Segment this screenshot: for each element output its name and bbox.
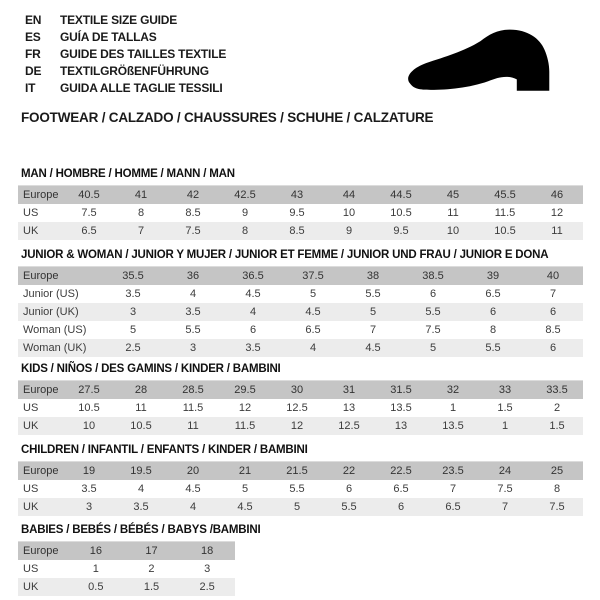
size-cell: 13 (342, 402, 356, 414)
size-cell: 5 (369, 306, 377, 318)
size-cell: 6 (549, 306, 557, 318)
size-row (18, 285, 583, 303)
row-label: US (23, 483, 39, 495)
size-cell: 10.5 (130, 420, 152, 432)
size-cell: 29.5 (234, 384, 256, 396)
size-cell: 11 (187, 420, 199, 432)
size-cell: 38 (366, 270, 380, 282)
section-junior-woman (18, 249, 583, 357)
size-cell: 6.5 (305, 324, 321, 336)
section-children (18, 444, 583, 516)
language-row (25, 46, 226, 63)
size-cell: 46 (550, 189, 564, 201)
size-cell: 1 (92, 563, 99, 575)
size-cell: 6.5 (445, 501, 461, 513)
section-babies (18, 524, 260, 596)
size-cell: 5 (129, 324, 137, 336)
size-cell: 4 (189, 501, 197, 513)
size-cell: 8 (137, 207, 145, 219)
section-title: KIDS / NIÑOS / DES GAMINS / KINDER / BAMBINI (21, 363, 281, 375)
size-row (18, 303, 583, 321)
size-cell: 39 (486, 270, 500, 282)
size-cell: 3.5 (133, 501, 149, 513)
size-cell: 8 (553, 483, 561, 495)
size-cell: 9.5 (393, 225, 409, 237)
size-row (18, 542, 235, 561)
size-row (18, 204, 583, 222)
row-label: US (23, 207, 39, 219)
row-label: Europe (23, 189, 59, 201)
size-cell: 21 (238, 465, 252, 477)
size-cell: 18 (201, 545, 214, 557)
language-row (25, 80, 226, 97)
size-cell: 6 (397, 501, 405, 513)
size-cell: 20 (186, 465, 200, 477)
size-row (18, 381, 583, 400)
row-label: Woman (US) (23, 324, 87, 336)
size-cell: 7 (501, 501, 509, 513)
size-cell: 4.5 (305, 306, 321, 318)
language-label: TEXTILGRÖßENFÜHRUNG (60, 64, 209, 78)
size-cell: 44 (342, 189, 356, 201)
size-cell: 6 (429, 288, 437, 300)
size-cell: 8 (241, 225, 249, 237)
size-cell: 25 (550, 465, 564, 477)
size-cell: 11 (135, 402, 147, 414)
size-cell: 37.5 (302, 270, 324, 282)
size-cell: 11.5 (182, 402, 204, 414)
size-cell: 4.5 (237, 501, 253, 513)
size-cell: 4 (189, 288, 197, 300)
size-cell: 3 (85, 501, 93, 513)
size-cell: 5 (241, 483, 249, 495)
size-row (18, 339, 583, 357)
row-label: Junior (US) (23, 288, 79, 300)
size-cell: 1.5 (549, 420, 565, 432)
size-cell: 3.5 (245, 342, 261, 354)
size-cell: 45 (446, 189, 460, 201)
size-cell: 30 (290, 384, 304, 396)
size-row (18, 186, 583, 205)
size-table-junior-woman (18, 266, 583, 357)
size-row (18, 321, 583, 339)
row-label: UK (23, 581, 39, 593)
size-cell: 4.5 (185, 483, 201, 495)
size-cell: 16 (89, 545, 102, 557)
size-cell: 19.5 (130, 465, 152, 477)
size-cell: 4 (309, 342, 317, 354)
size-cell: 19 (82, 465, 96, 477)
size-cell: 43 (290, 189, 304, 201)
size-cell: 7 (549, 288, 557, 300)
size-cell: 5.5 (485, 342, 501, 354)
size-cell: 2 (148, 563, 155, 575)
size-cell: 27.5 (78, 384, 100, 396)
size-cell: 45.5 (494, 189, 516, 201)
size-row (18, 267, 583, 286)
size-cell: 1 (501, 420, 509, 432)
row-label: Europe (23, 270, 59, 282)
row-label: Junior (UK) (23, 306, 79, 318)
size-cell: 7 (369, 324, 377, 336)
size-cell: 12.5 (338, 420, 360, 432)
size-cell: 42 (186, 189, 200, 201)
size-row (18, 222, 583, 240)
size-cell: 32 (446, 384, 460, 396)
size-cell: 2 (553, 402, 561, 414)
section-title: MAN / HOMBRE / HOMME / MANN / MAN (21, 168, 235, 180)
size-cell: 10.5 (494, 225, 516, 237)
language-code: EN (25, 13, 42, 27)
size-cell: 7 (449, 483, 457, 495)
size-cell: 4.5 (245, 288, 261, 300)
size-cell: 10.5 (390, 207, 412, 219)
size-cell: 0.5 (88, 581, 104, 593)
size-cell: 31 (342, 384, 356, 396)
size-cell: 21.5 (286, 465, 308, 477)
row-label: US (23, 563, 39, 575)
size-row (18, 498, 583, 516)
size-cell: 3.5 (185, 306, 201, 318)
size-cell: 10 (446, 225, 460, 237)
language-label: TEXTILE SIZE GUIDE (60, 13, 178, 27)
size-cell: 3 (189, 342, 197, 354)
size-cell: 11 (447, 207, 459, 219)
size-cell: 11.5 (234, 420, 256, 432)
row-label: UK (23, 225, 39, 237)
language-label: GUÍA DE TALLAS (60, 30, 157, 44)
row-label: Europe (23, 384, 59, 396)
size-cell: 7.5 (497, 483, 513, 495)
size-row (18, 462, 583, 481)
language-code: FR (25, 47, 41, 61)
size-cell: 5 (309, 288, 317, 300)
category-heading: FOOTWEAR / CALZADO / CHAUSSURES / SCHUHE / CALZATURE (21, 110, 434, 125)
size-cell: 8.5 (185, 207, 201, 219)
size-cell: 2.5 (125, 342, 141, 354)
size-cell: 38.5 (422, 270, 444, 282)
row-label: Europe (23, 545, 59, 557)
size-cell: 2.5 (199, 581, 215, 593)
size-cell: 44.5 (390, 189, 412, 201)
size-cell: 17 (145, 545, 158, 557)
size-cell: 11.5 (494, 207, 516, 219)
size-cell: 3.5 (81, 483, 97, 495)
size-cell: 12.5 (286, 402, 308, 414)
size-cell: 11 (551, 225, 563, 237)
size-cell: 13 (394, 420, 408, 432)
size-cell: 8 (489, 324, 497, 336)
size-cell: 3 (204, 563, 211, 575)
size-cell: 6.5 (81, 225, 97, 237)
size-cell: 36.5 (242, 270, 264, 282)
shoe-icon (398, 22, 584, 108)
size-cell: 33.5 (546, 384, 568, 396)
language-label: GUIDE DES TAILLES TEXTILE (60, 47, 227, 61)
size-cell: 13.5 (442, 420, 464, 432)
size-cell: 42.5 (234, 189, 256, 201)
size-cell: 12 (238, 402, 252, 414)
size-cell: 6.5 (393, 483, 409, 495)
size-cell: 22 (342, 465, 356, 477)
row-label: UK (23, 420, 39, 432)
size-table-babies (18, 541, 235, 596)
size-cell: 6 (549, 342, 557, 354)
size-cell: 7.5 (81, 207, 97, 219)
size-cell: 1.5 (497, 402, 513, 414)
size-cell: 6 (489, 306, 497, 318)
size-cell: 33 (498, 384, 512, 396)
size-cell: 10.5 (78, 402, 100, 414)
size-table-man (18, 185, 583, 240)
language-row (25, 12, 226, 29)
size-cell: 1.5 (143, 581, 160, 593)
size-cell: 5 (293, 501, 301, 513)
size-cell: 4.5 (365, 342, 381, 354)
size-cell: 8.5 (545, 324, 561, 336)
size-cell: 5.5 (289, 483, 305, 495)
size-cell: 22.5 (390, 465, 412, 477)
size-cell: 7 (137, 225, 145, 237)
row-label: Europe (23, 465, 59, 477)
size-cell: 5.5 (425, 306, 441, 318)
size-cell: 3 (129, 306, 137, 318)
size-cell: 23.5 (442, 465, 464, 477)
size-cell: 9 (241, 207, 249, 219)
size-cell: 40.5 (78, 189, 100, 201)
section-title: CHILDREN / INFANTIL / ENFANTS / KINDER / BAMBINI (21, 444, 308, 456)
section-man (18, 168, 583, 240)
size-cell: 41 (134, 189, 148, 201)
size-cell: 36 (186, 270, 200, 282)
language-code: ES (25, 30, 41, 44)
size-cell: 5 (429, 342, 437, 354)
size-cell: 6 (249, 324, 257, 336)
size-cell: 28 (134, 384, 148, 396)
size-cell: 7.5 (185, 225, 201, 237)
size-cell: 5.5 (185, 324, 201, 336)
size-row (18, 480, 583, 498)
section-kids (18, 363, 583, 435)
language-code: DE (25, 64, 42, 78)
size-cell: 5.5 (341, 501, 357, 513)
size-cell: 12 (290, 420, 304, 432)
language-row (25, 63, 226, 80)
size-row (18, 417, 583, 435)
size-cell: 9 (345, 225, 353, 237)
size-table-kids (18, 380, 583, 435)
size-row (18, 560, 235, 578)
size-cell: 8.5 (289, 225, 305, 237)
size-cell: 9.5 (289, 207, 305, 219)
size-cell: 13.5 (390, 402, 412, 414)
size-cell: 35.5 (122, 270, 144, 282)
size-cell: 10 (82, 420, 96, 432)
size-cell: 4 (137, 483, 145, 495)
row-label: Woman (UK) (23, 342, 87, 354)
size-cell: 28.5 (182, 384, 204, 396)
size-cell: 7.5 (549, 501, 565, 513)
size-cell: 12 (550, 207, 564, 219)
size-cell: 40 (546, 270, 560, 282)
size-cell: 24 (498, 465, 512, 477)
size-cell: 4 (249, 306, 257, 318)
section-title: BABIES / BEBÉS / BÉBÉS / BABYS /BAMBINI (21, 524, 261, 536)
size-cell: 6 (345, 483, 353, 495)
size-cell: 3.5 (125, 288, 141, 300)
language-code: IT (25, 81, 36, 95)
row-label: UK (23, 501, 39, 513)
language-label: GUIDA ALLE TAGLIE TESSILI (60, 81, 223, 95)
size-cell: 31.5 (390, 384, 412, 396)
size-cell: 7.5 (425, 324, 441, 336)
size-row (18, 578, 235, 596)
language-block (25, 12, 226, 97)
size-cell: 6.5 (485, 288, 501, 300)
size-cell: 10 (342, 207, 356, 219)
size-row (18, 399, 583, 417)
size-cell: 1 (449, 402, 457, 414)
row-label: US (23, 402, 39, 414)
size-table-children (18, 461, 583, 516)
size-cell: 5.5 (365, 288, 381, 300)
section-title: JUNIOR & WOMAN / JUNIOR Y MUJER / JUNIOR ET FEMME / JUNIOR UND FRAU / JUNIOR E DONA (21, 249, 549, 261)
language-row (25, 29, 226, 46)
